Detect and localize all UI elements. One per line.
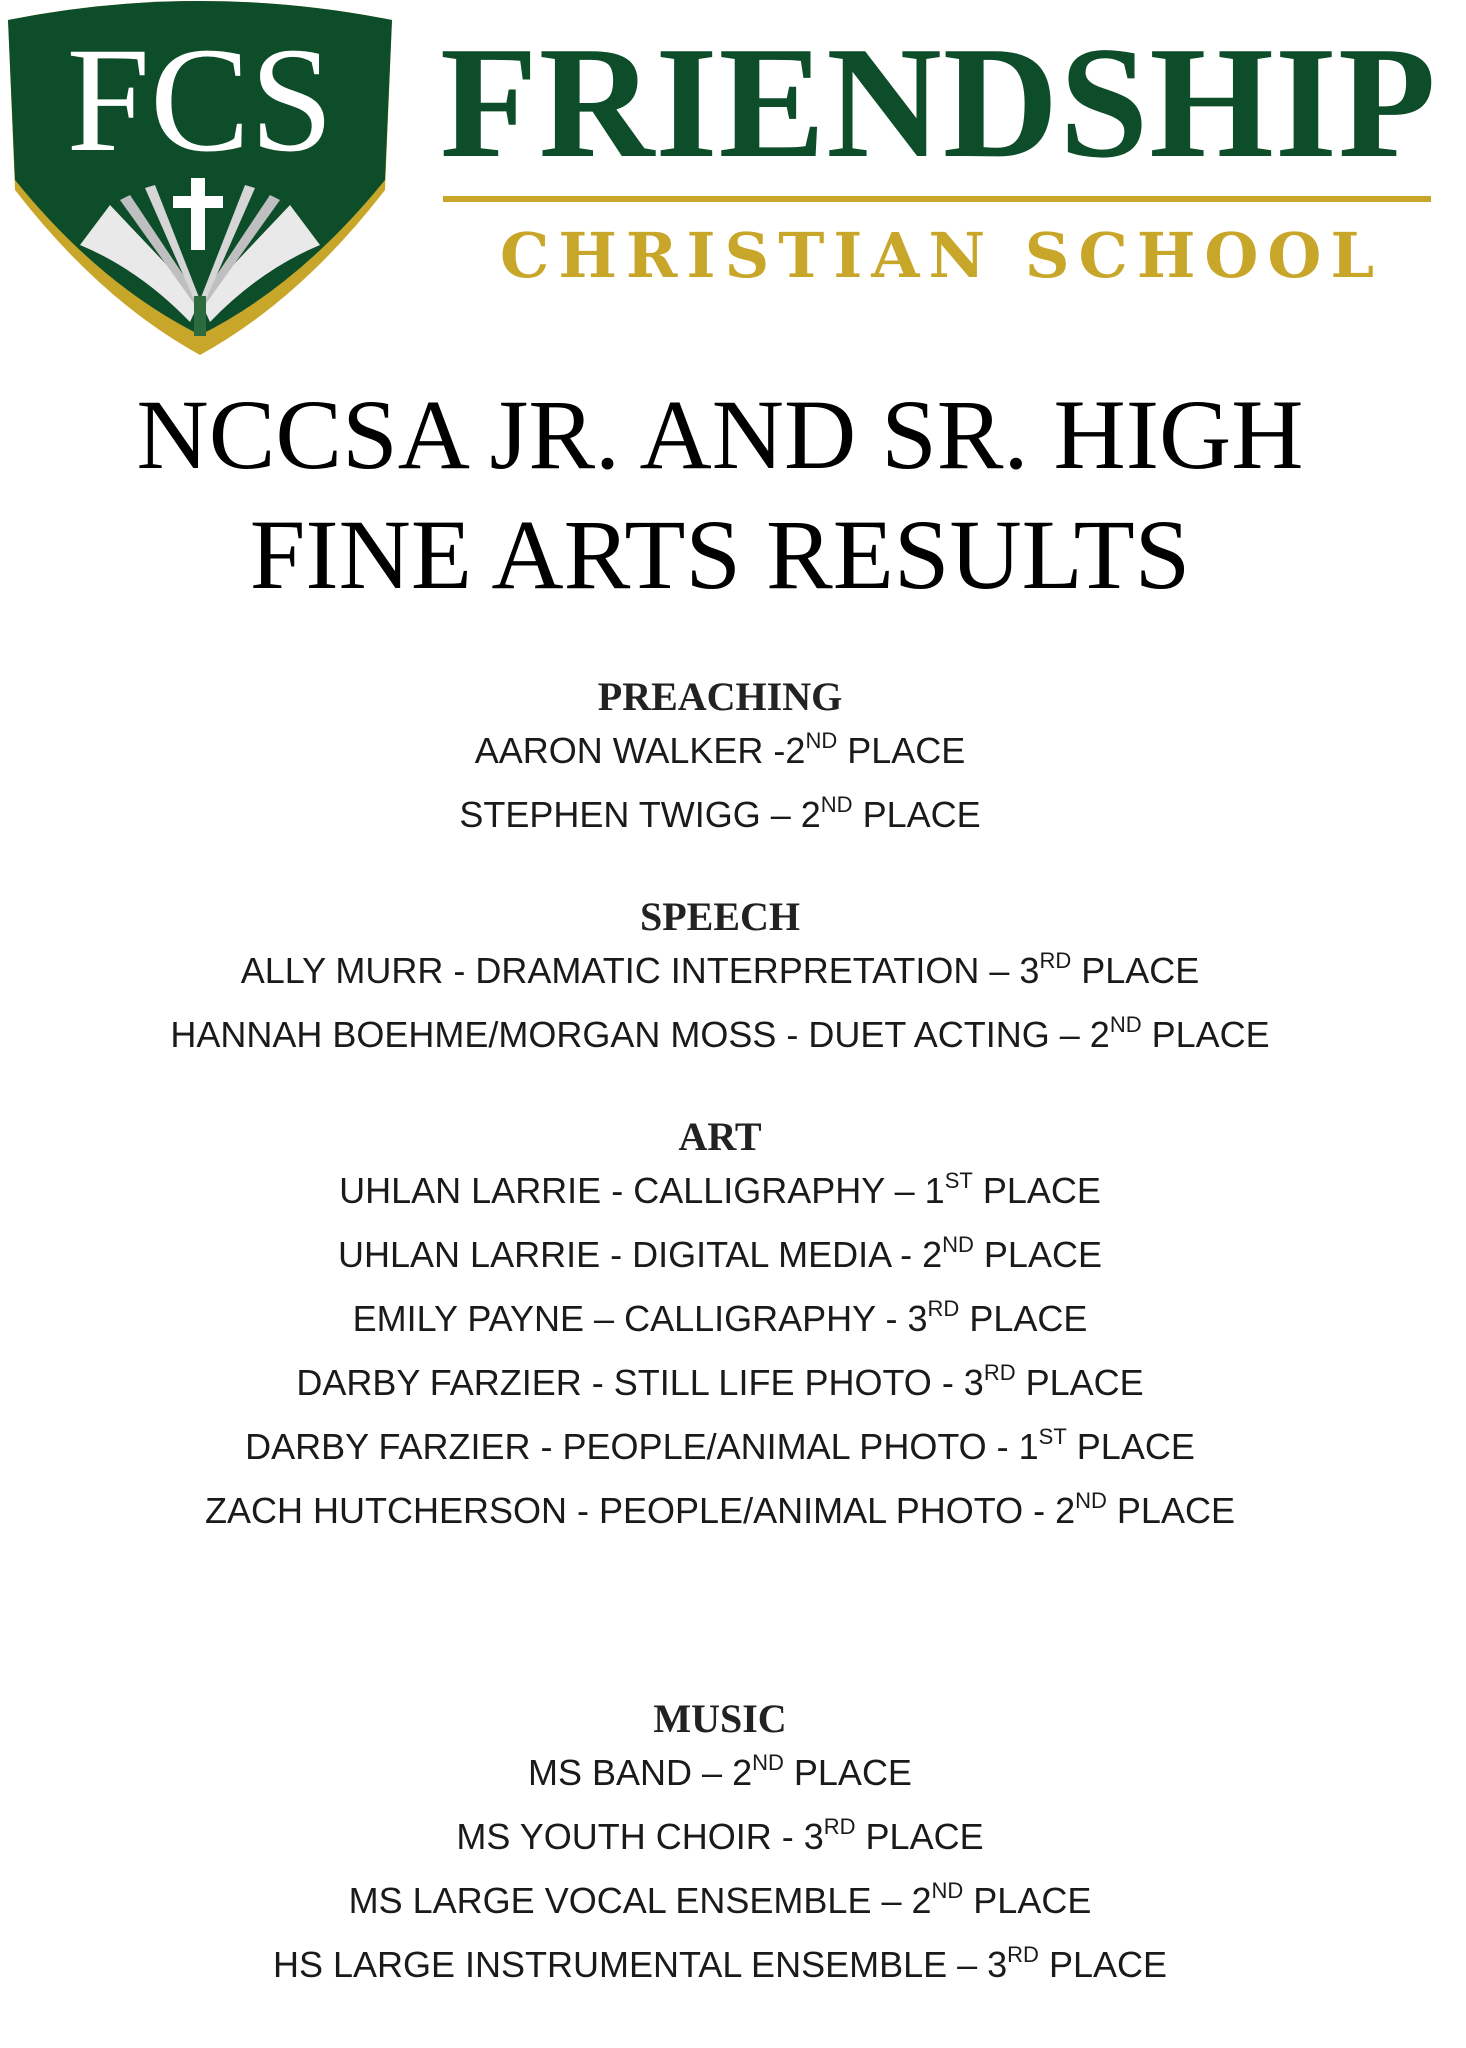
section-heading: MUSIC	[653, 1696, 787, 1741]
title-line-2: FINE ARTS RESULTS	[249, 499, 1191, 610]
result-entry: DARBY FARZIER - STILL LIFE PHOTO - 3RD PLACE	[296, 1360, 1144, 1403]
section-art	[0, 1115, 1440, 1543]
page-title	[0, 375, 1440, 615]
section-preaching	[0, 675, 1440, 847]
result-entry: ALLY MURR - DRAMATIC INTERPRETATION – 3RD PLACE	[240, 948, 1200, 991]
result-entry: AARON WALKER -2ND PLACE	[474, 728, 966, 771]
result-entry: UHLAN LARRIE - CALLIGRAPHY – 1ST PLACE	[339, 1168, 1101, 1211]
result-entry: MS BAND – 2ND PLACE	[528, 1750, 912, 1793]
result-entry: HS LARGE INSTRUMENTAL ENSEMBLE – 3RD PLACE	[272, 1942, 1168, 1985]
section-speech	[0, 895, 1440, 1067]
section-music	[0, 1697, 1440, 1997]
result-entry: EMILY PAYNE – CALLIGRAPHY - 3RD PLACE	[352, 1296, 1088, 1339]
title-line-1: NCCSA JR. AND SR. HIGH	[136, 379, 1304, 490]
school-name: FRIENDSHIP	[440, 13, 1437, 191]
result-entry: MS LARGE VOCAL ENSEMBLE – 2ND PLACE	[348, 1878, 1092, 1921]
crest-monogram: FCS	[66, 17, 334, 183]
result-entry: MS YOUTH CHOIR - 3RD PLACE	[456, 1814, 984, 1857]
result-entry: STEPHEN TWIGG – 2ND PLACE	[459, 792, 981, 835]
section-heading: SPEECH	[639, 894, 801, 939]
result-entry: DARBY FARZIER - PEOPLE/ANIMAL PHOTO - 1ST PLACE	[245, 1424, 1195, 1467]
school-crest-logo	[0, 0, 400, 360]
result-entry: HANNAH BOEHME/MORGAN MOSS - DUET ACTING – 2ND PLACE	[170, 1012, 1270, 1055]
section-heading: ART	[678, 1114, 762, 1159]
result-entry: ZACH HUTCHERSON - PEOPLE/ANIMAL PHOTO - 2ND PLACE	[205, 1488, 1235, 1531]
school-header	[0, 0, 1466, 370]
school-subtitle: CHRISTIAN SCHOOL	[500, 219, 1384, 292]
section-heading: PREACHING	[597, 674, 843, 719]
result-entry: UHLAN LARRIE - DIGITAL MEDIA - 2ND PLACE	[338, 1232, 1102, 1275]
wordmark-divider	[443, 196, 1431, 202]
